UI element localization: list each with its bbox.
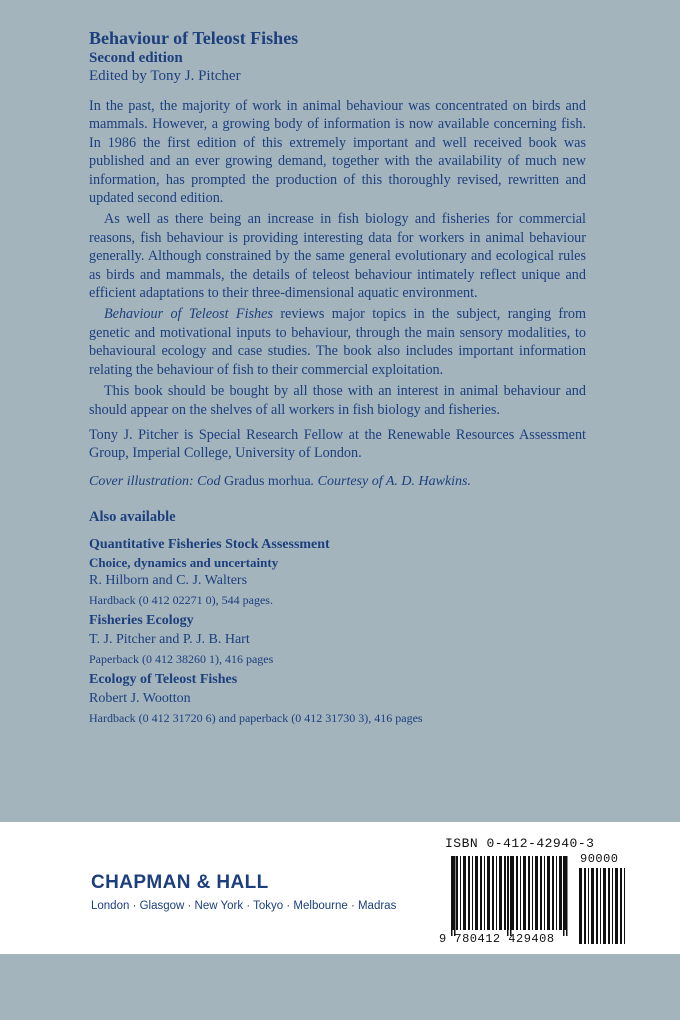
barcode-bar xyxy=(615,868,618,944)
related-book-authors: T. J. Pitcher and P. J. B. Hart xyxy=(89,631,250,647)
barcode-guard-bar xyxy=(507,856,509,936)
barcode-bar xyxy=(463,856,466,930)
description-paragraph-2: As well as there being an increase in fish biology and fisheries for commercial reasons, fish behaviour is providing interesting data for workers in animal behaviour generally. Although constrained by the same general evolutionary and ecological rules as birds and mammals, the details of teleost behaviour intimately reflect unique and efficient adaptations to their three-dimensional aquatic environment. xyxy=(89,211,586,302)
cover-credit-prefix: Cover illustration: Cod xyxy=(89,473,224,489)
barcode-bar xyxy=(552,856,554,930)
barcode-bar xyxy=(487,856,490,930)
description-paragraph-1: In the past, the majority of work in animal behaviour was concentrated on birds and mammals. However, a growing body of information is now available concerning fish. In 1986 the first edition of this extremely important and well received book was published and an ever growing demand, together with the availability of much new information, has prompted the production of this thoroughly revised, rewritten and updated second edition. xyxy=(89,98,586,207)
barcode-bar xyxy=(603,868,606,944)
related-book-title: Fisheries Ecology xyxy=(89,612,194,628)
barcode-bar xyxy=(456,856,458,930)
related-book xyxy=(89,612,586,669)
barcode-bar xyxy=(496,856,497,930)
barcode-bar xyxy=(532,856,533,930)
barcode-bar xyxy=(584,868,586,944)
book-edition: Second edition xyxy=(89,50,183,66)
description-book-title: Behaviour of Teleost Fishes xyxy=(104,306,273,323)
related-book xyxy=(89,536,586,610)
back-cover-text xyxy=(89,28,586,728)
barcode-bar xyxy=(591,868,594,944)
barcode-bar xyxy=(504,856,506,930)
related-book-title: Ecology of Teleost Fishes xyxy=(89,671,238,687)
barcode-ean-digits: 9 780412 429408 xyxy=(439,932,555,946)
also-available-heading: Also available xyxy=(89,508,176,525)
related-book-authors: R. Hilborn and C. J. Walters xyxy=(89,572,248,588)
description-paragraph-4: This book should be bought by all those with an interest in animal behaviour and should appear on the shelves of all workers in fish biology and fisheries. xyxy=(89,383,586,418)
barcode-bar xyxy=(544,856,545,930)
barcode-bar xyxy=(475,856,478,930)
isbn-barcode xyxy=(439,836,631,948)
barcode-bar xyxy=(588,868,589,944)
cover-credit xyxy=(89,473,586,491)
publisher-block xyxy=(91,872,396,914)
barcode-bar xyxy=(472,856,473,930)
cover-credit-suffix: . Courtesy of A. D. Hawkins. xyxy=(310,473,472,489)
barcode-bar xyxy=(608,868,610,944)
barcode-bar xyxy=(556,856,557,930)
description-paragraph-3-text: reviews major topics in the subject, ranging from genetic and motivational inputs to behaviour, through the main sensory modalities, to behavioural ecology and case studies. The book also includes important information relating the behaviour of fish to their commercial exploitation. xyxy=(89,306,586,378)
barcode-bar xyxy=(492,856,494,930)
related-book-title: Quantitative Fisheries Stock Assessment xyxy=(89,536,330,552)
publisher-band xyxy=(0,822,680,954)
barcode-bar xyxy=(528,856,530,930)
barcode-bar xyxy=(480,856,482,930)
barcode-bar xyxy=(520,856,521,930)
related-book-details: Hardback (0 412 31720 6) and paperback (0 412 31730 3), 416 pages xyxy=(89,710,423,725)
barcode-guard-bar xyxy=(510,856,512,936)
related-book-authors: Robert J. Wootton xyxy=(89,690,191,706)
barcode-bar xyxy=(612,868,613,944)
book-editor: Edited by Tony J. Pitcher xyxy=(89,68,241,84)
barcode-bar xyxy=(547,856,550,930)
barcode-bar xyxy=(523,856,526,930)
barcode-bar xyxy=(620,868,622,944)
barcode-bar xyxy=(579,868,582,944)
barcode-bar xyxy=(535,856,538,930)
barcode-bar xyxy=(600,868,601,944)
related-book xyxy=(89,671,586,728)
description-paragraph-3 xyxy=(89,305,586,379)
barcode-addon-digits: 90000 xyxy=(580,852,619,866)
author-bio: Tony J. Pitcher is Special Research Fellow at the Renewable Resources Assessment Group, Imperial College, University of London. xyxy=(89,426,586,462)
barcode-bar xyxy=(468,856,470,930)
related-book-details: Hardback (0 412 02271 0), 544 pages. xyxy=(89,592,273,607)
isbn-number: ISBN 0-412-42940-3 xyxy=(445,836,595,851)
publisher-cities: London · Glasgow · New York · Tokyo · Melbourne · Madras xyxy=(91,900,397,912)
related-book-details: Paperback (0 412 38260 1), 416 pages xyxy=(89,651,274,666)
barcode-guard-bar xyxy=(454,856,456,936)
publisher-name: CHAPMAN & HALL xyxy=(91,872,269,893)
barcode-bar xyxy=(624,868,625,944)
book-title: Behaviour of Teleost Fishes xyxy=(89,28,299,48)
related-book-subtitle: Choice, dynamics and uncertainty xyxy=(89,554,279,570)
barcode-bar xyxy=(596,868,598,944)
barcode-guard-bar xyxy=(563,856,565,936)
barcode-bar xyxy=(540,856,542,930)
barcode-bar xyxy=(559,856,562,930)
barcode-bar xyxy=(499,856,502,930)
cover-credit-species: Gradus morhua xyxy=(223,473,311,489)
barcode-guard-bar xyxy=(451,856,453,936)
barcode-bar xyxy=(484,856,485,930)
barcode-guard-bar xyxy=(566,856,568,936)
barcode-bar xyxy=(516,856,518,930)
barcode-bar xyxy=(460,856,461,930)
